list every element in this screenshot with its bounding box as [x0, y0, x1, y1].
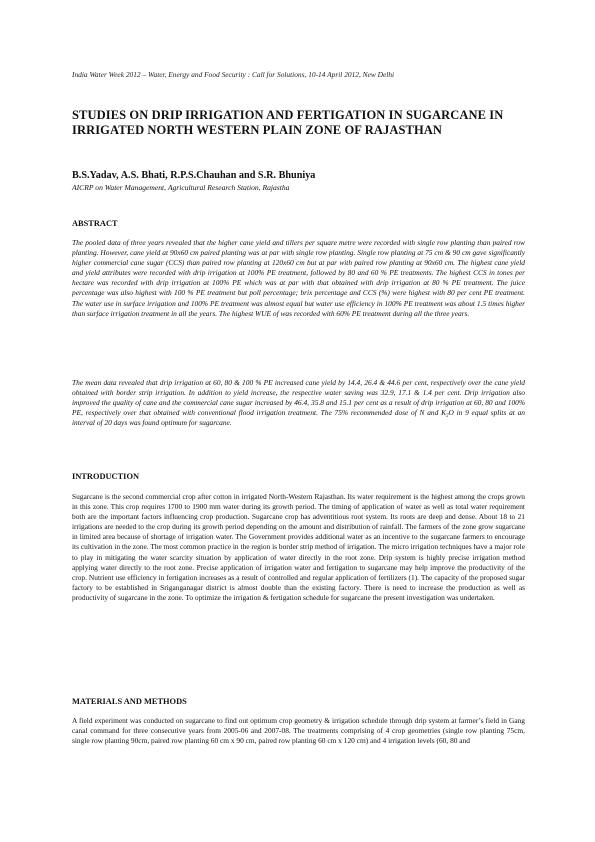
abstract-paragraph-1: The pooled data of three years revealed that the higher cane yield and tillers per square metre were recorded with single row planting than paired row planting. However, cane yield at 90x60 cm paired planting was at par with single row planting. Single row planting at 75 cm & 90 cm gave significantly higher commercial cane sugar (CCS) than paired row planting at 120x60 cm but at par with paired row planting at 90x60 cm. The highest cane yield and yield attributes were recorded with drip irrigation at 100% PE treatment, followed by 80 and 60 % PE treatments. The highest CCS in tones per hectare was recorded with drip irrigation at 100% PE which was at par with that obtained with drip irrigation at 80 % PE treatment. The juice percentage was also highest with 100 % PE treatment but poll percentage; brix percentage and CCS (%) were highest with 80 per cent PE treatment. The water use in surface irrigation and 100% PE treatment was almost equal but water use efficiency in 100% PE treatment was about 1.5 times higher than surface irrigation treatment in all the years. The highest WUE of was recorded with 60% PE treatment during all the three years. [72, 238, 525, 318]
author-list: B.S.Yadav, A.S. Bhati, R.P.S.Chauhan and S.R. Bhuniya [72, 170, 316, 181]
introduction-heading: INTRODUCTION [72, 472, 140, 481]
running-header: India Water Week 2012 – Water, Energy and Food Security : Call for Solutions, 10-14 April 2012, New Delhi [72, 70, 395, 79]
abstract-heading: ABSTRACT [72, 219, 118, 228]
methods-paragraph: A field experiment was conducted on sugarcane to find out optimum crop geometry & irrigation schedule through drip system at farmer’s field in Gang canal command for three consecutive years from 2005-06 and 2007-08. The treatments comprising of 4 crop geometries (single row planting 75cm, single row planting 90cm, paired row planting 60 cm x 90 cm, paired row planting 60 cm x 120 cm) and 4 irrigation levels (60, 80 and [72, 716, 525, 746]
paper-title: STUDIES ON DRIP IRRIGATION AND FERTIGATION IN SUGARCANE IN IRRIGATED NORTH WESTERN PLAIN ZONE OF RAJASTHAN [72, 108, 504, 137]
abstract-paragraph-2-text-a: The mean data revealed that drip irrigation at 60, 80 & 100 % PE increased cane yield by 14.4, 26.4 & 44.6 per cent, respectively over the cane yield obtained with border strip irrigation. In addition to yield increase, the respective water saving was 32.9, 17.1 & 1.4 per cent. Drip irrigation also improved the quality of cane and the commercial cane sugar increased by 46.4, 35.8 and 15.1 per cent as a result of drip irrigation at 60, 80 and 100% PE, respectively over that obtained with conventional flood irrigation treatment. The 75% recommended dose of N and K [72, 378, 525, 418]
abstract-paragraph-2-text-b: O in 9 equal splits at an interval of 20 days was found optimum for sugarcane. [72, 408, 525, 428]
author-affiliation: AICRP on Water Management, Agricultural Research Station, Rajastha [72, 183, 290, 192]
methods-heading: MATERIALS AND METHODS [72, 697, 187, 706]
k2o-subscript: 2 [446, 413, 449, 419]
abstract-paragraph-2 [72, 378, 525, 428]
introduction-paragraph: Sugarcane is the second commercial crop after cotton in irrigated North-Western Rajasthan. Its water requirement is the highest among the crops grown in this zone. This crop requires 1700 to 1900 mm water during its growth period. The timing of application of water as well as total water requirement both are the important factors influencing crop production. Sugarcane crop has adventitious root system. Its roots are deep and dense. About 18 to 21 irrigations are needed to the crop during its growth period depending on the amount and distribution of rainfall. The farmers of the zone grow sugarcane in limited area because of shortage of irrigation water. The Government provides additional water as an incentive to the sugarcane farmers to encourage its cultivation in the zone. The most common practice in the region is border strip method of irrigation. The micro irrigation techniques have a major role to play in mitigating the water scarcity situation by application of water directly in the root zone. Drip system is highly precise irrigation method applying water directly to the root zone. Precise application of irrigation water and fertigation to sugarcane may help improve the productivity of the crop. Nutrient use efficiency in fertigation increases as a result of controlled and regular application of fertilizers (1). The capacity of the proposed sugar factory to be established in Sriganganagar district is almost double than the existing factory. There is need to increase the production as well as productivity of sugarcane in the zone. To optimize the irrigation & fertigation schedule for sugarcane the present investigation was undertaken. [72, 492, 525, 602]
